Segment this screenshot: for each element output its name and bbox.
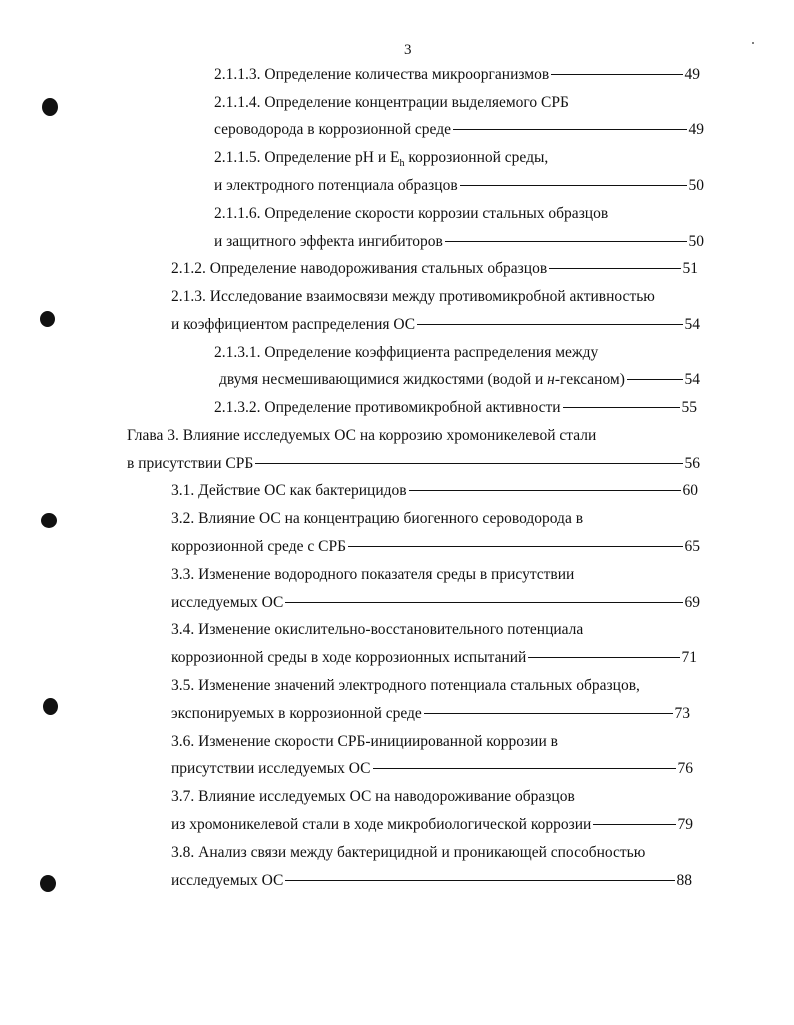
toc-entry-page: 55	[681, 399, 697, 416]
toc-entry-page: 49	[688, 121, 704, 138]
toc-entry	[171, 731, 558, 753]
dot-leader	[445, 241, 687, 242]
dot-leader	[593, 824, 675, 825]
toc-entry	[171, 703, 690, 725]
dot-leader	[373, 768, 676, 769]
toc-entry-text: 2.1.3.1. Определение коэффициента распределения между	[214, 344, 599, 361]
dot-leader	[417, 324, 682, 325]
toc-entry-page: 88	[676, 872, 692, 889]
dot-leader	[549, 268, 680, 269]
toc-entry-text: коррозионной среды в ходе коррозионных испытаний	[171, 649, 527, 666]
toc-entry-text: 3.5. Изменение значений электродного потенциала стальных образцов,	[171, 677, 640, 694]
dot-leader	[551, 74, 682, 75]
toc-entry	[171, 480, 698, 502]
toc-entry-text: 3.8. Анализ связи между бактерицидной и проникающей способностью	[171, 844, 646, 861]
toc-entry-page: 79	[677, 816, 693, 833]
page-number: 3	[404, 42, 412, 58]
toc-entry-page: 65	[684, 538, 700, 555]
toc-entry	[214, 231, 704, 253]
toc-entry	[214, 64, 700, 86]
toc-entry	[214, 175, 704, 197]
toc-entry	[171, 842, 645, 864]
toc-entry	[214, 342, 598, 364]
toc-entry-text: в присутствии СРБ	[127, 455, 254, 472]
toc-entry	[214, 147, 548, 169]
toc-entry-text: коррозионной среде с СРБ	[171, 538, 346, 555]
toc-entry	[171, 258, 698, 280]
toc-entry-page: 60	[682, 482, 698, 499]
toc-entry-text: из хромоникелевой стали в ходе микробиологической коррозии	[171, 816, 592, 833]
toc-entry-text: 3.2. Влияние ОС на концентрацию биогенного сероводорода в	[171, 510, 584, 527]
toc-entry-page: 71	[681, 649, 697, 666]
toc-entry-page: 73	[674, 705, 690, 722]
toc-entry-text: исследуемых ОС	[171, 872, 284, 889]
toc-entry	[171, 508, 583, 530]
punch-hole-mark	[43, 698, 58, 715]
toc-entry	[171, 536, 700, 558]
toc-entry-text: 3.3. Изменение водородного показателя среды в присутствии	[171, 566, 575, 583]
punch-hole-mark	[41, 513, 57, 528]
toc-entry-text: 2.1.1.6. Определение скорости коррозии стальных образцов	[214, 205, 609, 222]
toc-entry-page: 51	[682, 260, 698, 277]
toc-entry	[171, 619, 583, 641]
toc-entry	[171, 647, 697, 669]
toc-entry-text: и защитного эффекта ингибиторов	[214, 233, 443, 250]
toc-entry-page: 69	[684, 594, 700, 611]
toc-entry-text: сероводорода в коррозионной среде	[214, 121, 451, 138]
toc-entry	[171, 286, 655, 308]
punch-hole-mark	[40, 311, 55, 327]
dot-leader	[460, 185, 687, 186]
toc-entry-text: экспонируемых в коррозионной среде	[171, 705, 422, 722]
toc-entry-text: 3.6. Изменение скорости СРБ-инициированной коррозии в	[171, 733, 558, 750]
toc-entry-text: 2.1.1.5. Определение pH и $E_h$ коррозионной среды,	[214, 149, 549, 170]
dot-leader	[285, 602, 682, 603]
toc-entry-text: 3.1. Действие ОС как бактерицидов	[171, 482, 407, 499]
toc-entry-text: 3.4. Изменение окислительно-восстановительного потенциала	[171, 621, 584, 638]
toc-entry	[214, 203, 608, 225]
toc-entry-page: 54	[684, 316, 700, 333]
toc-entry-page: 50	[688, 233, 704, 250]
toc-entry-text: 2.1.3.2. Определение противомикробной активности	[214, 399, 561, 416]
toc-entry	[171, 675, 640, 697]
toc-entry	[214, 119, 704, 141]
toc-entry-page: 56	[684, 455, 700, 472]
punch-hole-mark	[40, 875, 56, 892]
toc-entry-text: 2.1.3. Исследование взаимосвязи между противомикробной активностью	[171, 288, 655, 305]
toc-entry-text: 2.1.1.3. Определение количества микроорганизмов	[214, 66, 550, 83]
dot-leader	[348, 546, 683, 547]
toc-entry-text: и коэффициентом распределения ОС	[171, 316, 416, 333]
toc-entry	[214, 92, 569, 114]
toc-entry-text: исследуемых ОС	[171, 594, 284, 611]
punch-hole-mark	[42, 98, 58, 116]
toc-chapter	[127, 453, 700, 475]
toc-chapter	[127, 425, 596, 447]
dot-leader	[285, 880, 674, 881]
dot-leader	[409, 490, 681, 491]
toc-entry	[171, 870, 692, 892]
dot-leader	[563, 407, 680, 408]
toc-entry	[171, 564, 574, 586]
toc-entry-text: 3.7. Влияние исследуемых ОС на наводороживание образцов	[171, 788, 575, 805]
scan-speck	[752, 42, 754, 44]
toc-entry	[214, 397, 697, 419]
dot-leader	[528, 657, 679, 658]
toc-entry-text: Глава 3. Влияние исследуемых ОС на коррозию хромоникелевой стали	[127, 427, 597, 444]
toc-entry-text: 2.1.1.4. Определение концентрации выделяемого СРБ	[214, 94, 569, 111]
toc-entry-text: двумя несмешивающимися жидкостями (водой и н-гексаном)	[219, 371, 625, 388]
toc-entry-page: 50	[688, 177, 704, 194]
toc-entry	[219, 369, 700, 391]
dot-leader	[453, 129, 687, 130]
toc-entry-page: 76	[677, 760, 693, 777]
toc-entry	[171, 786, 575, 808]
toc-entry-text: и электродного потенциала образцов	[214, 177, 458, 194]
toc-entry	[171, 592, 700, 614]
dot-leader	[627, 379, 683, 380]
toc-entry-page: 54	[684, 371, 700, 388]
toc-entry	[171, 814, 693, 836]
toc-entry-text: 2.1.2. Определение наводороживания стальных образцов	[171, 260, 548, 277]
dot-leader	[424, 713, 673, 714]
toc-entry-text: присутствии исследуемых ОС	[171, 760, 371, 777]
toc-entry	[171, 314, 700, 336]
dot-leader	[255, 463, 682, 464]
toc-entry	[171, 758, 693, 780]
toc-entry-page: 49	[684, 66, 700, 83]
